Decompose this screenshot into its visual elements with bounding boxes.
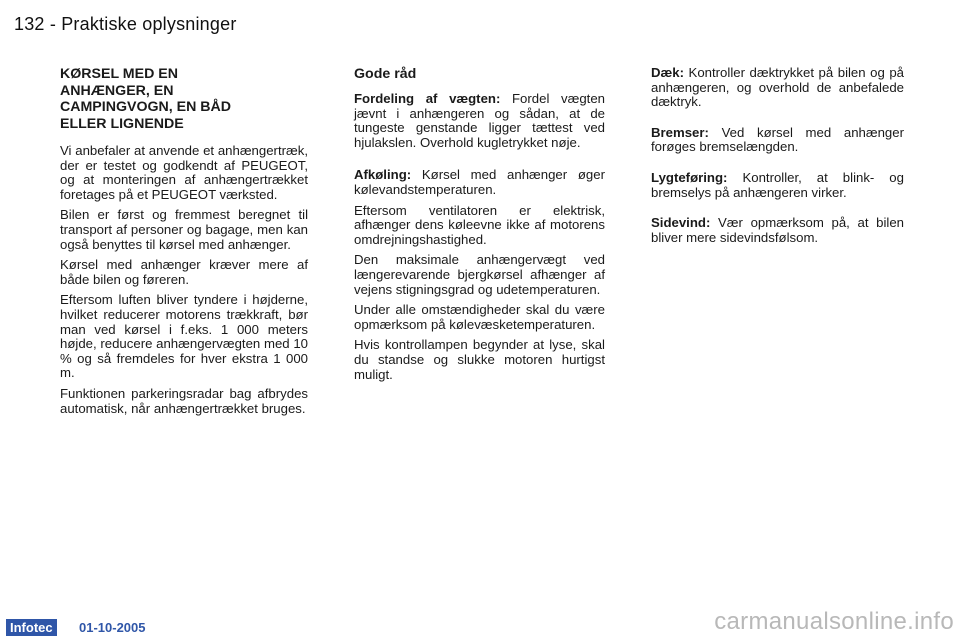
paragraph: Den maksimale anhængervægt ved længerevarende bjergkørsel afhænger af vejens stigningsgrad og udetemperaturen. bbox=[354, 252, 605, 297]
advice-cooling bbox=[354, 168, 605, 197]
paragraph: Vi anbefaler at anvende et anhængertræk, der er testet og godkendt af PEUGEOT, og at monteringen af anhængertrækket foretages på et PEUGEOT værksted. bbox=[60, 143, 308, 202]
section-title-advice: Gode råd bbox=[354, 66, 417, 82]
advice-weight-text: Fordel vægten jævnt i anhængeren og sådan, at de tungeste genstande ligger tættest ved hjulakslen. Overhold kugletrykket nøje. bbox=[354, 91, 605, 150]
check-lights-label: Lygteføring: bbox=[651, 169, 728, 185]
infotec-logo: Infotec bbox=[6, 619, 57, 636]
check-wind-text: Vær opmærksom på, at bilen bliver mere sidevindsfølsom. bbox=[651, 215, 904, 245]
advice-cooling-label: Afkøling: bbox=[354, 167, 412, 183]
watermark-text: carmanualsonline.info bbox=[714, 608, 954, 635]
section-title-towing: KØRSEL MED EN ANHÆNGER, EN CAMPINGVOGN, EN BÅD ELLER LIGNENDE bbox=[60, 66, 232, 132]
check-wind bbox=[651, 216, 904, 245]
column-advice bbox=[354, 66, 605, 388]
paragraph: Kørsel med anhænger kræver mere af både bilen og føreren. bbox=[60, 257, 308, 287]
paragraph: Eftersom ventilatoren er elektrisk, afhænger dens køleevne ikke af motorens omdrejningshastighed. bbox=[354, 202, 605, 247]
page-title: 132 - Praktiske oplysninger bbox=[14, 14, 237, 34]
advice-cooling-text: Kørsel med anhænger øger kølevandstemperaturen. bbox=[354, 167, 605, 197]
paragraph: Eftersom luften bliver tyndere i højderne, hvilket reducerer motorens trækkraft, bør man ved kørsel i f.eks. 1 000 meters højde, reducere anhængervægten med 10 % og så fremdeles for hver ekstra 1 000 m. bbox=[60, 292, 308, 381]
paragraph: Hvis kontrollampen begynder at lyse, skal du standse og slukke motoren hurtigst muligt. bbox=[354, 337, 605, 382]
check-tyres bbox=[651, 66, 904, 110]
check-brakes bbox=[651, 126, 904, 155]
check-brakes-label: Bremser: bbox=[651, 124, 709, 140]
column-towing bbox=[60, 66, 308, 422]
check-lights bbox=[651, 171, 904, 200]
check-tyres-label: Dæk: bbox=[651, 65, 684, 80]
advice-weight-label: Fordeling af vægten: bbox=[354, 91, 501, 106]
paragraph: Bilen er først og fremmest beregnet til transport af personer og bagage, men kan også benyttes til kørsel med anhænger. bbox=[60, 207, 308, 252]
check-wind-label: Sidevind: bbox=[651, 215, 711, 231]
paragraph: Under alle omstændigheder skal du være opmærksom på kølevæsketemperaturen. bbox=[354, 302, 605, 332]
advice-weight bbox=[354, 92, 605, 150]
check-brakes-text: Ved kørsel med anhænger forøges bremselængden. bbox=[651, 124, 904, 155]
footer-date: 01-10-2005 bbox=[79, 620, 146, 635]
column-checks bbox=[651, 66, 904, 251]
check-lights-text: Kontroller, at blink- og bremselys på anhængeren virker. bbox=[651, 169, 904, 200]
paragraph: Funktionen parkeringsradar bag afbrydes automatisk, når anhængertrækket bruges. bbox=[60, 385, 308, 416]
check-tyres-text: Kontroller dæktrykket på bilen og på anhængeren, og overhold de anbefalede dæktryk. bbox=[651, 65, 904, 110]
